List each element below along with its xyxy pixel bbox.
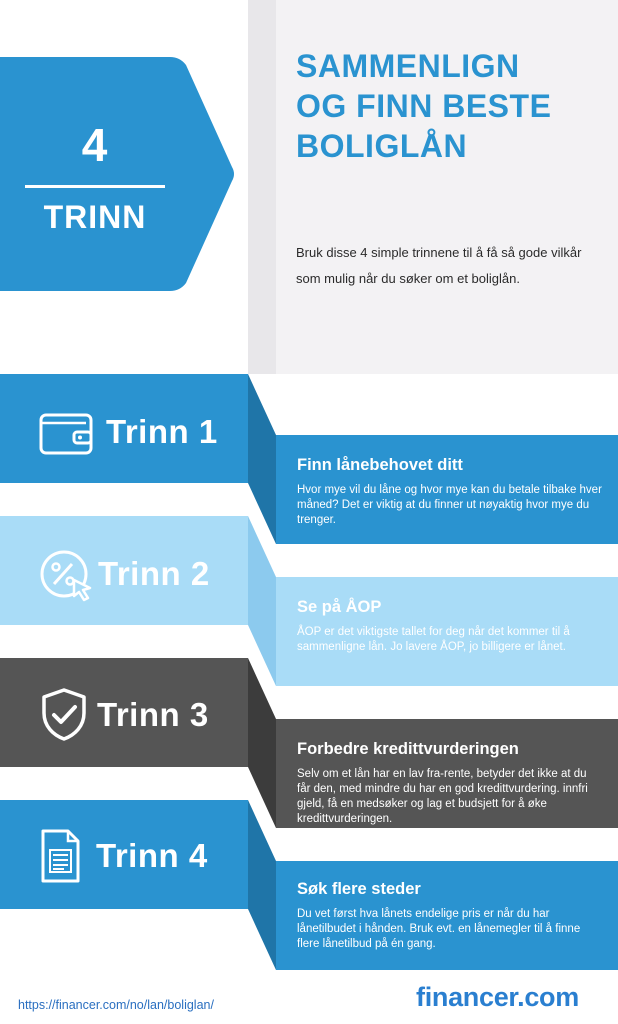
page-title bbox=[296, 46, 596, 166]
step-1-title: Finn lånebehovet ditt bbox=[297, 456, 463, 474]
intro-text: Bruk disse 4 simple trinnene til å få så gode vilkår som mulig når du søker om et boliglån. bbox=[296, 245, 582, 286]
step-2-title: Se på ÅOP bbox=[297, 598, 382, 616]
step-3-title: Forbedre kredittvurderingen bbox=[297, 740, 519, 758]
step-4-title: Søk flere steder bbox=[297, 880, 421, 898]
badge-word: TRINN bbox=[43, 199, 147, 235]
step-count-badge bbox=[0, 57, 236, 291]
wallet-icon bbox=[38, 405, 94, 461]
step-1-text: Hvor mye vil du låne og hvor mye kan du betale tilbake hver måned? Det er viktig at du finner ut nøyaktig hvor mye du trenger. bbox=[297, 484, 602, 526]
badge-divider bbox=[25, 185, 165, 188]
title-line-1: SAMMENLIGN bbox=[296, 48, 520, 84]
step-3-label: Trinn 3 bbox=[97, 696, 209, 733]
title-line-3: BOLIGLÅN bbox=[296, 128, 468, 164]
step-4-fold bbox=[248, 800, 276, 970]
step-4-label: Trinn 4 bbox=[96, 837, 208, 874]
document-icon bbox=[32, 828, 88, 884]
header-stripe bbox=[248, 0, 276, 374]
step-2-text: ÅOP er det viktigste tallet for deg når det kommer til å sammenligne lån. Jo lavere ÅOP, jo billigere er lånet. bbox=[297, 626, 570, 653]
shield-check-icon bbox=[36, 686, 92, 742]
step-3-text: Selv om et lån har en lav fra-rente, betyder det ikke at du får den, med mindre du har en god kredittvurdering. innfri gjeld, få en medsøker og lag et budsjett for å øke kredittvurderingen. bbox=[297, 768, 588, 825]
percent-badge-cursor-icon bbox=[38, 548, 94, 604]
step-2-label: Trinn 2 bbox=[98, 555, 210, 592]
title-line-2: OG FINN BESTE bbox=[296, 88, 552, 124]
step-1-label: Trinn 1 bbox=[106, 413, 218, 450]
financer-logo: financer.com bbox=[416, 982, 579, 1012]
source-link[interactable]: https://financer.com/no/lan/boliglan/ bbox=[18, 998, 214, 1012]
badge-number: 4 bbox=[81, 119, 109, 171]
step-4-text: Du vet først hva lånets endelige pris er når du har lånetilbudet i hånden. Bruk evt. en lånemegler til å finne flere lånetilbud på én gang. bbox=[297, 908, 581, 950]
